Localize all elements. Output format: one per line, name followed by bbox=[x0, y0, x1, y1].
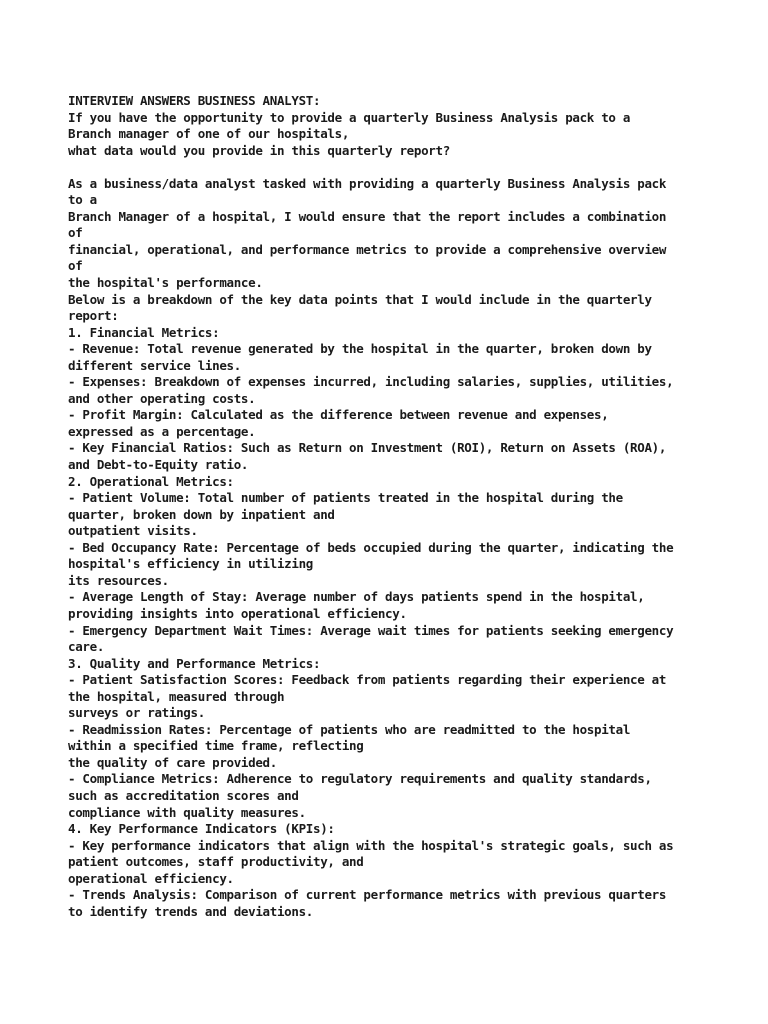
document-title: INTERVIEW ANSWERS BUSINESS ANALYST: bbox=[68, 93, 321, 108]
text-line: 3. Quality and Performance Metrics: bbox=[68, 655, 321, 671]
text-line: providing insights into operational efficiency. bbox=[68, 605, 407, 621]
text-line: different service lines. bbox=[68, 357, 241, 373]
text-line: 4. Key Performance Indicators (KPIs): bbox=[68, 821, 335, 837]
text-line: As a business/data analyst tasked with providing a quarterly Business Analysis pack bbox=[68, 175, 667, 191]
text-line: the quality of care provided. bbox=[68, 754, 277, 770]
text-line: operational efficiency. bbox=[68, 870, 234, 886]
text-line: care. bbox=[68, 639, 105, 655]
text-line: to a bbox=[68, 192, 97, 208]
text-line: to identify trends and deviations. bbox=[68, 903, 313, 919]
text-line: what data would you provide in this quarterly report? bbox=[68, 142, 450, 158]
text-line: - Patient Volume: Total number of patients treated in the hospital during the bbox=[68, 490, 623, 506]
document-body bbox=[68, 93, 758, 920]
text-line: - Profit Margin: Calculated as the difference between revenue and expenses, bbox=[68, 407, 609, 423]
text-line: - Expenses: Breakdown of expenses incurred, including salaries, supplies, utilities, bbox=[68, 374, 674, 390]
text-line: such as accreditation scores and bbox=[68, 787, 299, 803]
text-line: If you have the opportunity to provide a quarterly Business Analysis pack to a bbox=[68, 109, 631, 125]
text-line: the hospital's performance. bbox=[68, 275, 263, 291]
text-line: surveys or ratings. bbox=[68, 705, 205, 721]
text-line: report: bbox=[68, 308, 119, 324]
text-line: 1. Financial Metrics: bbox=[68, 324, 220, 340]
text-line: quarter, broken down by inpatient and bbox=[68, 506, 335, 522]
document-page bbox=[68, 93, 758, 920]
text-line: - Readmission Rates: Percentage of patients who are readmitted to the hospital bbox=[68, 721, 631, 737]
text-line: - Revenue: Total revenue generated by the hospital in the quarter, broken down by bbox=[68, 341, 652, 357]
text-line: Branch Manager of a hospital, I would ensure that the report includes a combination bbox=[68, 208, 667, 224]
text-line: - Bed Occupancy Rate: Percentage of beds occupied during the quarter, indicating the bbox=[68, 539, 674, 555]
text-line: - Average Length of Stay: Average number of days patients spend in the hospital, bbox=[68, 589, 645, 605]
text-line: hospital's efficiency in utilizing bbox=[68, 556, 313, 572]
text-line: financial, operational, and performance metrics to provide a comprehensive overview bbox=[68, 241, 667, 257]
text-line: - Trends Analysis: Comparison of current performance metrics with previous quarters bbox=[68, 887, 667, 903]
text-line: of bbox=[68, 225, 83, 241]
text-line: - Patient Satisfaction Scores: Feedback from patients regarding their experience at bbox=[68, 672, 667, 688]
text-line: its resources. bbox=[68, 572, 169, 588]
text-line: patient outcomes, staff productivity, and bbox=[68, 854, 364, 870]
text-line: compliance with quality measures. bbox=[68, 804, 306, 820]
text-line: and Debt-to-Equity ratio. bbox=[68, 457, 249, 473]
text-line: Branch manager of one of our hospitals, bbox=[68, 126, 350, 142]
text-line: - Emergency Department Wait Times: Average wait times for patients seeking emergency bbox=[68, 622, 674, 638]
text-line: 2. Operational Metrics: bbox=[68, 473, 234, 489]
text-line: and other operating costs. bbox=[68, 390, 256, 406]
text-line: Below is a breakdown of the key data points that I would include in the quarterly bbox=[68, 291, 652, 307]
blank-line bbox=[68, 159, 758, 176]
text-line: outpatient visits. bbox=[68, 523, 198, 539]
text-line: - Compliance Metrics: Adherence to regulatory requirements and quality standards, bbox=[68, 771, 652, 787]
text-line: - Key Financial Ratios: Such as Return on Investment (ROI), Return on Assets (ROA), bbox=[68, 440, 667, 456]
text-line: of bbox=[68, 258, 83, 274]
text-line: expressed as a percentage. bbox=[68, 423, 256, 439]
text-line: within a specified time frame, reflecting bbox=[68, 738, 364, 754]
text-line: the hospital, measured through bbox=[68, 688, 285, 704]
text-line: - Key performance indicators that align with the hospital's strategic goals, such as bbox=[68, 837, 674, 853]
